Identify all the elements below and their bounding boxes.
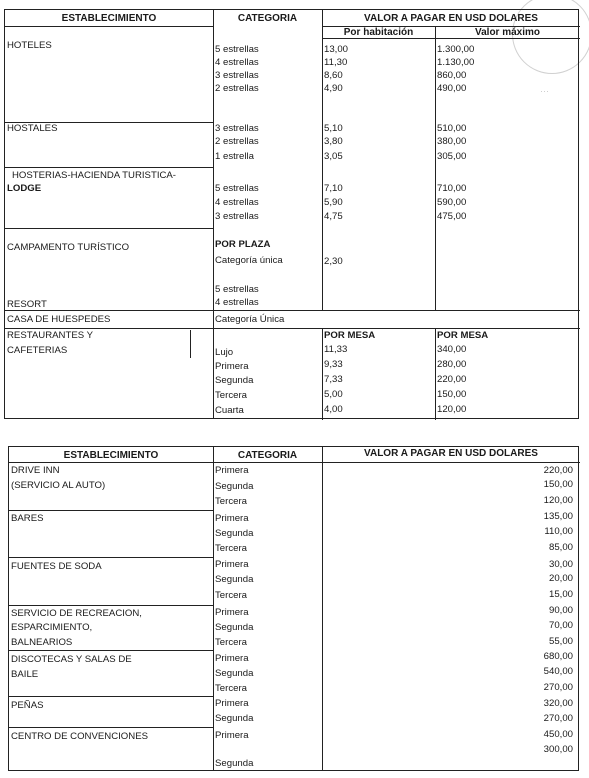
establishment-discotecas-line2: BAILE — [11, 669, 39, 680]
establishment-resort: RESORT — [7, 299, 47, 310]
table-cell: Segunda — [215, 574, 254, 585]
table-cell: 4,00 — [324, 404, 343, 415]
table-cell: Segunda — [215, 375, 254, 386]
table-cell: 320,00 — [543, 698, 573, 709]
establishment-recreacion-line2: ESPARCIMIENTO, — [11, 622, 93, 633]
table-cell: 5,10 — [324, 123, 343, 134]
rates-table-accommodation — [4, 9, 579, 419]
column-header-establishment: ESTABLECIMIENTO — [61, 13, 157, 24]
table-cell: 120,00 — [437, 404, 467, 415]
table-cell: 9,33 — [324, 359, 343, 370]
table-cell: 150,00 — [543, 479, 573, 490]
table-cell: 1.300,00 — [437, 44, 475, 55]
table-cell: 220,00 — [543, 465, 573, 476]
table-cell: Primera — [215, 730, 249, 741]
table-cell: Categoría Única — [215, 314, 285, 325]
establishment-hoteles: HOTELES — [7, 40, 52, 51]
table-cell: 2,30 — [324, 256, 343, 267]
table-cell: 475,00 — [437, 211, 467, 222]
table-cell: Tercera — [215, 637, 247, 648]
establishment-casa-huespedes: CASA DE HUESPEDES — [7, 314, 111, 325]
table-cell: 11,33 — [324, 344, 348, 355]
table-cell: 540,00 — [543, 666, 573, 677]
table-cell: 380,00 — [437, 136, 467, 147]
table-cell: Tercera — [215, 543, 247, 554]
table-cell: 4 estrellas — [215, 57, 259, 68]
table-cell: 860,00 — [437, 70, 467, 81]
table-cell: 1.130,00 — [437, 57, 475, 68]
table-cell: 70,00 — [548, 620, 573, 631]
table-cell: Segunda — [215, 758, 254, 769]
establishment-hosterias-line2: LODGE — [7, 183, 42, 194]
establishment-recreacion: SERVICIO DE RECREACION, — [11, 608, 142, 619]
table-cell: Tercera — [215, 496, 247, 507]
table-cell: Segunda — [215, 713, 254, 724]
establishment-drive-inn-line2: (SERVICIO AL AUTO) — [11, 480, 106, 491]
table-cell: 11,30 — [324, 57, 348, 68]
table-cell: Segunda — [215, 622, 254, 633]
table-cell: Primera — [215, 513, 249, 524]
table-cell: Segunda — [215, 668, 254, 679]
table-cell: 55,00 — [548, 636, 573, 647]
table-cell: 8,60 — [324, 70, 343, 81]
table-cell: 5 estrellas — [215, 44, 259, 55]
table-cell: 7,10 — [324, 183, 343, 194]
table-cell: 90,00 — [548, 605, 573, 616]
table-cell: Primera — [215, 465, 249, 476]
table-cell: Tercera — [215, 683, 247, 694]
column-header-value: VALOR A PAGAR EN USD DOLARES — [364, 13, 538, 24]
table-cell: 220,00 — [437, 374, 467, 385]
table-cell: 3 estrellas — [215, 123, 259, 134]
establishment-convenciones: CENTRO DE CONVENCIONES — [11, 731, 148, 742]
table-cell: 680,00 — [543, 651, 573, 662]
table-cell: 7,33 — [324, 374, 343, 385]
establishment-recreacion-line3: BALNEARIOS — [11, 637, 73, 648]
table-cell: 3,05 — [324, 151, 343, 162]
table-cell: 1 estrella — [215, 151, 254, 162]
table-cell: 150,00 — [437, 389, 467, 400]
table-cell: POR MESA — [324, 330, 376, 341]
establishment-penas: PEÑAS — [11, 700, 44, 711]
column-header-establishment: ESTABLECIMIENTO — [63, 450, 159, 461]
table-cell: 5,90 — [324, 197, 343, 208]
establishment-campamento: CAMPAMENTO TURÍSTICO — [7, 242, 130, 253]
column-header-per-room: Por habitación — [343, 27, 414, 38]
table-cell: 300,00 — [543, 744, 573, 755]
table-cell: 270,00 — [543, 713, 573, 724]
table-cell: 85,00 — [548, 542, 573, 553]
table-cell: Primera — [215, 653, 249, 664]
establishment-restaurantes-line2: CAFETERIAS — [7, 345, 68, 356]
table-cell: 510,00 — [437, 123, 467, 134]
table-cell: 120,00 — [543, 495, 573, 506]
table-cell: 135,00 — [543, 511, 573, 522]
table-cell: 450,00 — [543, 729, 573, 740]
table-cell: 4,75 — [324, 211, 343, 222]
table-cell: 5,00 — [324, 389, 343, 400]
column-header-category: CATEGORIA — [237, 450, 298, 461]
column-header-max-value: Valor máximo — [474, 27, 541, 38]
table-cell: 590,00 — [437, 197, 467, 208]
table-cell: 3 estrellas — [215, 70, 259, 81]
table-cell: 5 estrellas — [215, 183, 259, 194]
table-cell: Primera — [215, 361, 249, 372]
table-cell: 15,00 — [548, 589, 573, 600]
table-cell: Segunda — [215, 481, 254, 492]
table-cell: Primera — [215, 607, 249, 618]
table-cell: Lujo — [215, 347, 234, 358]
table-cell: Categoría única — [215, 255, 283, 266]
table-cell: Cuarta — [215, 405, 244, 416]
establishment-hostales: HOSTALES — [7, 123, 58, 134]
table-cell: Tercera — [215, 590, 247, 601]
establishment-hosterias: HOSTERIAS-HACIENDA TURISTICA- — [12, 170, 177, 181]
table-cell: 4 estrellas — [215, 197, 259, 208]
table-cell: 3 estrellas — [215, 211, 259, 222]
establishment-restaurantes: RESTAURANTES Y — [7, 330, 94, 341]
bleed-through-mark: ··· — [540, 86, 549, 96]
table-cell: 4,90 — [324, 83, 343, 94]
table-cell: Primera — [215, 698, 249, 709]
table-cell: POR PLAZA — [215, 239, 271, 250]
establishment-bares: BARES — [11, 513, 44, 524]
table-cell: POR MESA — [437, 330, 489, 341]
table-cell: 305,00 — [437, 151, 467, 162]
table-cell: Primera — [215, 559, 249, 570]
table-cell: 4 estrellas — [215, 297, 259, 308]
table-cell: 490,00 — [437, 83, 467, 94]
table-cell: 20,00 — [548, 573, 573, 584]
table-cell: Segunda — [215, 528, 254, 539]
table-cell: 2 estrellas — [215, 83, 259, 94]
table-cell: 280,00 — [437, 359, 467, 370]
table-cell: 30,00 — [548, 559, 573, 570]
table-cell: 13,00 — [324, 44, 349, 55]
column-header-value: VALOR A PAGAR EN USD DOLARES — [364, 448, 538, 459]
rates-table-food-entertainment — [8, 446, 579, 771]
table-cell: 3,80 — [324, 136, 343, 147]
establishment-discotecas: DISCOTECAS Y SALAS DE — [11, 654, 132, 665]
table-cell: 710,00 — [437, 183, 467, 194]
establishment-drive-inn: DRIVE INN — [11, 465, 60, 476]
column-header-category: CATEGORIA — [237, 13, 298, 24]
table-cell: 270,00 — [543, 682, 573, 693]
table-cell: 5 estrellas — [215, 284, 259, 295]
table-cell: Tercera — [215, 390, 247, 401]
table-cell: 110,00 — [544, 526, 573, 537]
establishment-fuentes-soda: FUENTES DE SODA — [11, 561, 102, 572]
table-cell: 2 estrellas — [215, 136, 259, 147]
table-cell: 340,00 — [437, 344, 467, 355]
